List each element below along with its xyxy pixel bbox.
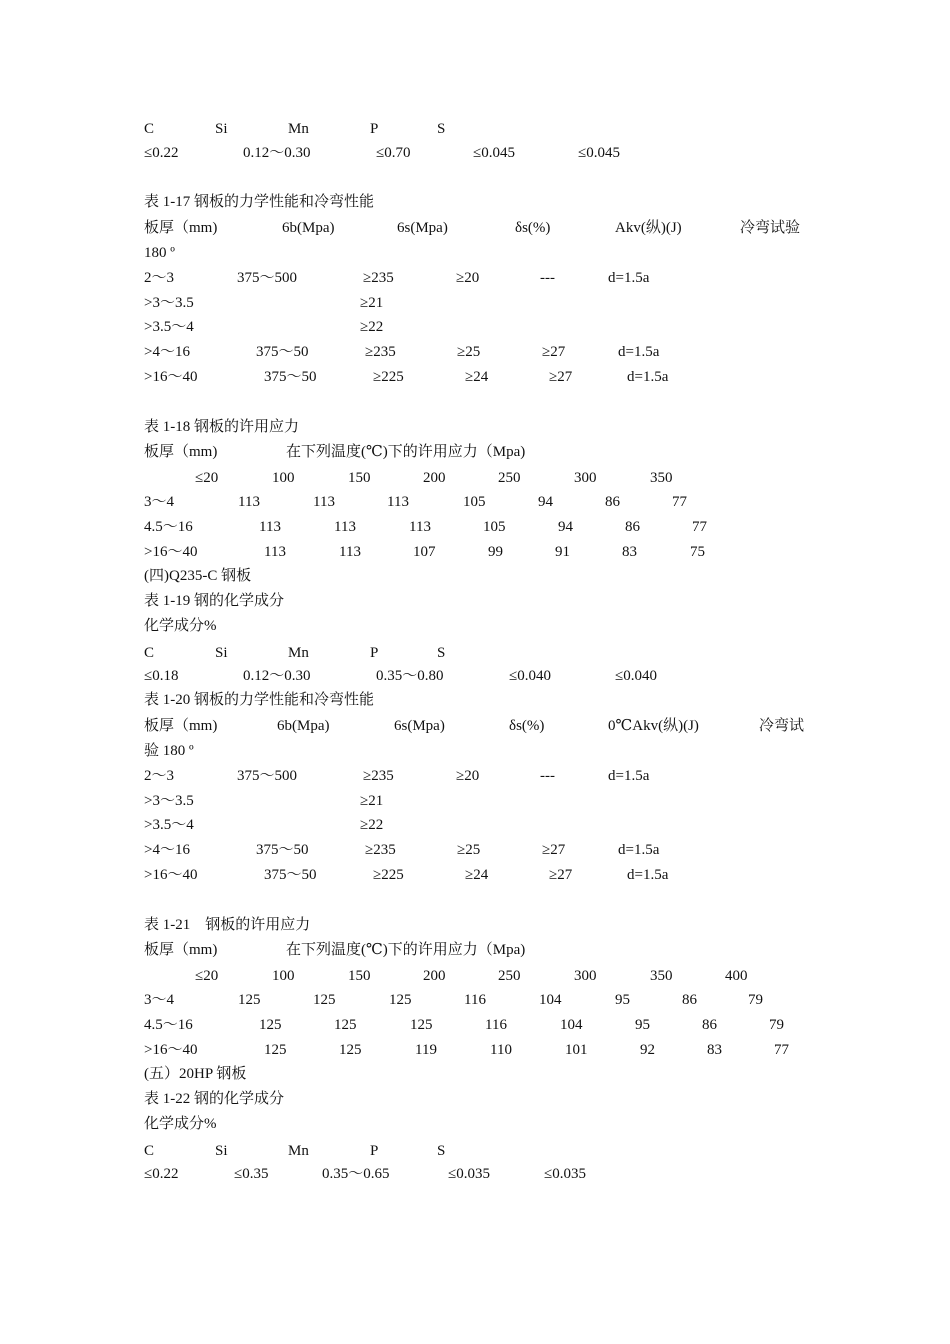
cell: 400: [725, 968, 748, 984]
cell: >16～40: [144, 544, 198, 560]
cell: 6b(Mpa): [282, 220, 335, 236]
cell: 99: [488, 544, 503, 560]
cell: 3～4: [144, 494, 175, 510]
cell: δs(%): [509, 718, 545, 734]
cell: ≤0.35: [234, 1166, 269, 1182]
cell: 冷弯试验: [740, 220, 801, 236]
cell: 116: [464, 992, 486, 1008]
section-title: (四)Q235-C 钢板: [144, 568, 252, 584]
cell: Mn: [288, 645, 309, 661]
cell: ≤0.040: [615, 668, 657, 684]
t116-header-row: [0, 119, 950, 139]
cell: Mn: [288, 121, 309, 137]
cell: ≥24: [465, 867, 489, 883]
cell: C: [144, 1143, 155, 1159]
cell: ≤0.045: [473, 145, 515, 161]
table-title: 表 1-17 钢板的力学性能和冷弯性能: [144, 194, 374, 210]
cell: 77: [672, 494, 687, 510]
t117-header-row: [0, 218, 950, 238]
cell: 300: [574, 470, 597, 486]
t117-header-wrap: [0, 243, 950, 263]
cell: Akv(纵)(J): [615, 220, 682, 236]
cell: δs(%): [515, 220, 551, 236]
cell: 180 º: [144, 245, 175, 261]
cell: P: [370, 1143, 379, 1159]
t121-temps-row: [0, 966, 950, 986]
cell: ≥22: [360, 817, 384, 833]
cell: 6b(Mpa): [277, 718, 330, 734]
cell: 250: [498, 968, 521, 984]
cell: 375～50: [264, 369, 317, 385]
t119-values-row: [0, 666, 950, 686]
table-title: 表 1-21 钢板的许用应力: [144, 917, 311, 933]
cell: Mn: [288, 1143, 309, 1159]
table-subtitle: 化学成分%: [144, 1116, 217, 1132]
cell: Si: [215, 645, 228, 661]
cell: >3～3.5: [144, 793, 194, 809]
t120-header-wrap: [0, 741, 950, 761]
t119-header-row: [0, 643, 950, 663]
cell: ---: [540, 768, 555, 784]
cell: >4～16: [144, 344, 190, 360]
cell: 4.5～16: [144, 519, 193, 535]
cell: ≤0.035: [448, 1166, 490, 1182]
table-row: [0, 1040, 950, 1060]
cell: 6s(Mpa): [397, 220, 448, 236]
t118-header-row: [0, 442, 950, 462]
cell: ≥25: [457, 842, 481, 858]
cell: >16～40: [144, 369, 198, 385]
cell: 验 180 º: [144, 743, 194, 759]
table-row: [0, 815, 950, 835]
cell: C: [144, 121, 155, 137]
cell: 86: [702, 1017, 717, 1033]
table-row: [0, 791, 950, 811]
cell: 125: [339, 1042, 362, 1058]
cell: 板厚（mm): [144, 942, 218, 958]
cell: 92: [640, 1042, 655, 1058]
cell: Si: [215, 121, 228, 137]
cell: 125: [313, 992, 336, 1008]
t118-temps-row: [0, 468, 950, 488]
t117-title: [0, 192, 950, 212]
cell: 125: [259, 1017, 282, 1033]
table-row: [0, 990, 950, 1010]
table-row: [0, 268, 950, 288]
table-title: 表 1-20 钢板的力学性能和冷弯性能: [144, 692, 374, 708]
cell: ≥235: [363, 270, 394, 286]
section-title: (五）20HP 钢板: [144, 1066, 247, 1082]
cell: ≥22: [360, 319, 384, 335]
cell: 6s(Mpa): [394, 718, 445, 734]
table-row: [0, 865, 950, 885]
cell: 116: [485, 1017, 507, 1033]
t121-title: [0, 915, 950, 935]
t119-subtitle: [0, 616, 950, 636]
cell: 375～50: [256, 842, 309, 858]
cell: ≤0.22: [144, 145, 179, 161]
cell: P: [370, 121, 379, 137]
t120-header-row: [0, 716, 950, 736]
table-row: [0, 542, 950, 562]
cell: 119: [415, 1042, 437, 1058]
cell: 101: [565, 1042, 588, 1058]
cell: 3～4: [144, 992, 175, 1008]
cell: 375～500: [237, 270, 298, 286]
cell: ≥225: [373, 867, 404, 883]
table-subtitle: 化学成分%: [144, 618, 217, 634]
cell: 104: [560, 1017, 583, 1033]
cell: 77: [692, 519, 707, 535]
cell: 91: [555, 544, 570, 560]
cell: S: [437, 121, 446, 137]
cell: 75: [690, 544, 705, 560]
t121-header-row: [0, 940, 950, 960]
cell: 125: [264, 1042, 287, 1058]
cell: 125: [334, 1017, 357, 1033]
cell: ≥25: [457, 344, 481, 360]
cell: 125: [238, 992, 261, 1008]
cell: >4～16: [144, 842, 190, 858]
cell: ≤0.045: [578, 145, 620, 161]
t120-title: [0, 690, 950, 710]
cell: 83: [622, 544, 637, 560]
cell: 板厚（mm): [144, 718, 218, 734]
table-row: [0, 517, 950, 537]
cell: d=1.5a: [618, 344, 660, 360]
cell: 在下列温度(℃)下的许用应力（Mpa): [286, 942, 526, 958]
table-title: 表 1-19 钢的化学成分: [144, 593, 284, 609]
cell: 150: [348, 470, 371, 486]
cell: 350: [650, 968, 673, 984]
cell: 200: [423, 968, 446, 984]
cell: 0.35～0.80: [376, 668, 444, 684]
cell: 150: [348, 968, 371, 984]
cell: 110: [490, 1042, 512, 1058]
cell: 107: [413, 544, 436, 560]
cell: 在下列温度(℃)下的许用应力（Mpa): [286, 444, 526, 460]
cell: d=1.5a: [608, 768, 650, 784]
cell: 105: [463, 494, 486, 510]
cell: >3～3.5: [144, 295, 194, 311]
t122-values-row: [0, 1164, 950, 1184]
cell: 4.5～16: [144, 1017, 193, 1033]
cell: 77: [774, 1042, 789, 1058]
cell: ≥27: [549, 867, 573, 883]
cell: 0.12～0.30: [243, 145, 311, 161]
cell: 375～50: [264, 867, 317, 883]
cell: S: [437, 1143, 446, 1159]
cell: 200: [423, 470, 446, 486]
cell: d=1.5a: [627, 867, 669, 883]
t122-title: [0, 1089, 950, 1109]
cell: 板厚（mm): [144, 220, 218, 236]
table-row: [0, 367, 950, 387]
cell: ≥21: [360, 295, 384, 311]
cell: 0.35～0.65: [322, 1166, 390, 1182]
cell: d=1.5a: [618, 842, 660, 858]
cell: 0.12～0.30: [243, 668, 311, 684]
cell: d=1.5a: [627, 369, 669, 385]
cell: 2～3: [144, 768, 175, 784]
cell: 350: [650, 470, 673, 486]
t118-title: [0, 417, 950, 437]
cell: 86: [605, 494, 620, 510]
cell: ≥27: [542, 842, 566, 858]
section-heading: [0, 566, 950, 586]
cell: ≤0.70: [376, 145, 411, 161]
cell: 冷弯试: [759, 718, 805, 734]
cell: 100: [272, 968, 295, 984]
table-row: [0, 342, 950, 362]
cell: 125: [389, 992, 412, 1008]
cell: 125: [410, 1017, 433, 1033]
cell: d=1.5a: [608, 270, 650, 286]
cell: 113: [409, 519, 431, 535]
cell: ≥27: [542, 344, 566, 360]
cell: ≤0.040: [509, 668, 551, 684]
cell: 2～3: [144, 270, 175, 286]
t119-title: [0, 591, 950, 611]
cell: Si: [215, 1143, 228, 1159]
cell: 250: [498, 470, 521, 486]
cell: 104: [539, 992, 562, 1008]
cell: >3.5～4: [144, 319, 194, 335]
cell: 113: [264, 544, 286, 560]
cell: 375～50: [256, 344, 309, 360]
cell: ---: [540, 270, 555, 286]
cell: 94: [558, 519, 573, 535]
cell: ≥235: [363, 768, 394, 784]
cell: >16～40: [144, 867, 198, 883]
t116-values-row: [0, 143, 950, 163]
section-heading: [0, 1064, 950, 1084]
cell: 113: [259, 519, 281, 535]
cell: ≥20: [456, 768, 480, 784]
table-row: [0, 1015, 950, 1035]
cell: ≥27: [549, 369, 573, 385]
cell: ≥225: [373, 369, 404, 385]
cell: ≤0.22: [144, 1166, 179, 1182]
cell: 375～500: [237, 768, 298, 784]
cell: 113: [313, 494, 335, 510]
cell: 83: [707, 1042, 722, 1058]
cell: ≤0.035: [544, 1166, 586, 1182]
cell: 95: [635, 1017, 650, 1033]
cell: 86: [625, 519, 640, 535]
table-row: [0, 492, 950, 512]
table-row: [0, 766, 950, 786]
table-row: [0, 293, 950, 313]
table-row: [0, 317, 950, 337]
cell: ≥235: [365, 842, 396, 858]
cell: >3.5～4: [144, 817, 194, 833]
table-title: 表 1-18 钢板的许用应力: [144, 419, 299, 435]
cell: S: [437, 645, 446, 661]
t122-subtitle: [0, 1114, 950, 1134]
cell: ≤0.18: [144, 668, 179, 684]
cell: 113: [238, 494, 260, 510]
cell: >16～40: [144, 1042, 198, 1058]
cell: ≥20: [456, 270, 480, 286]
table-row: [0, 840, 950, 860]
cell: 86: [682, 992, 697, 1008]
cell: ≥21: [360, 793, 384, 809]
table-title: 表 1-22 钢的化学成分: [144, 1091, 284, 1107]
cell: 105: [483, 519, 506, 535]
t122-header-row: [0, 1141, 950, 1161]
cell: ≥235: [365, 344, 396, 360]
cell: 板厚（mm): [144, 444, 218, 460]
cell: ≤20: [195, 968, 219, 984]
cell: 113: [334, 519, 356, 535]
cell: 300: [574, 968, 597, 984]
cell: 0℃Akv(纵)(J): [608, 718, 699, 734]
cell: 95: [615, 992, 630, 1008]
cell: 79: [748, 992, 763, 1008]
cell: 94: [538, 494, 553, 510]
cell: P: [370, 645, 379, 661]
cell: 113: [339, 544, 361, 560]
cell: ≤20: [195, 470, 219, 486]
cell: C: [144, 645, 155, 661]
cell: 113: [387, 494, 409, 510]
cell: 100: [272, 470, 295, 486]
cell: 79: [769, 1017, 784, 1033]
cell: ≥24: [465, 369, 489, 385]
